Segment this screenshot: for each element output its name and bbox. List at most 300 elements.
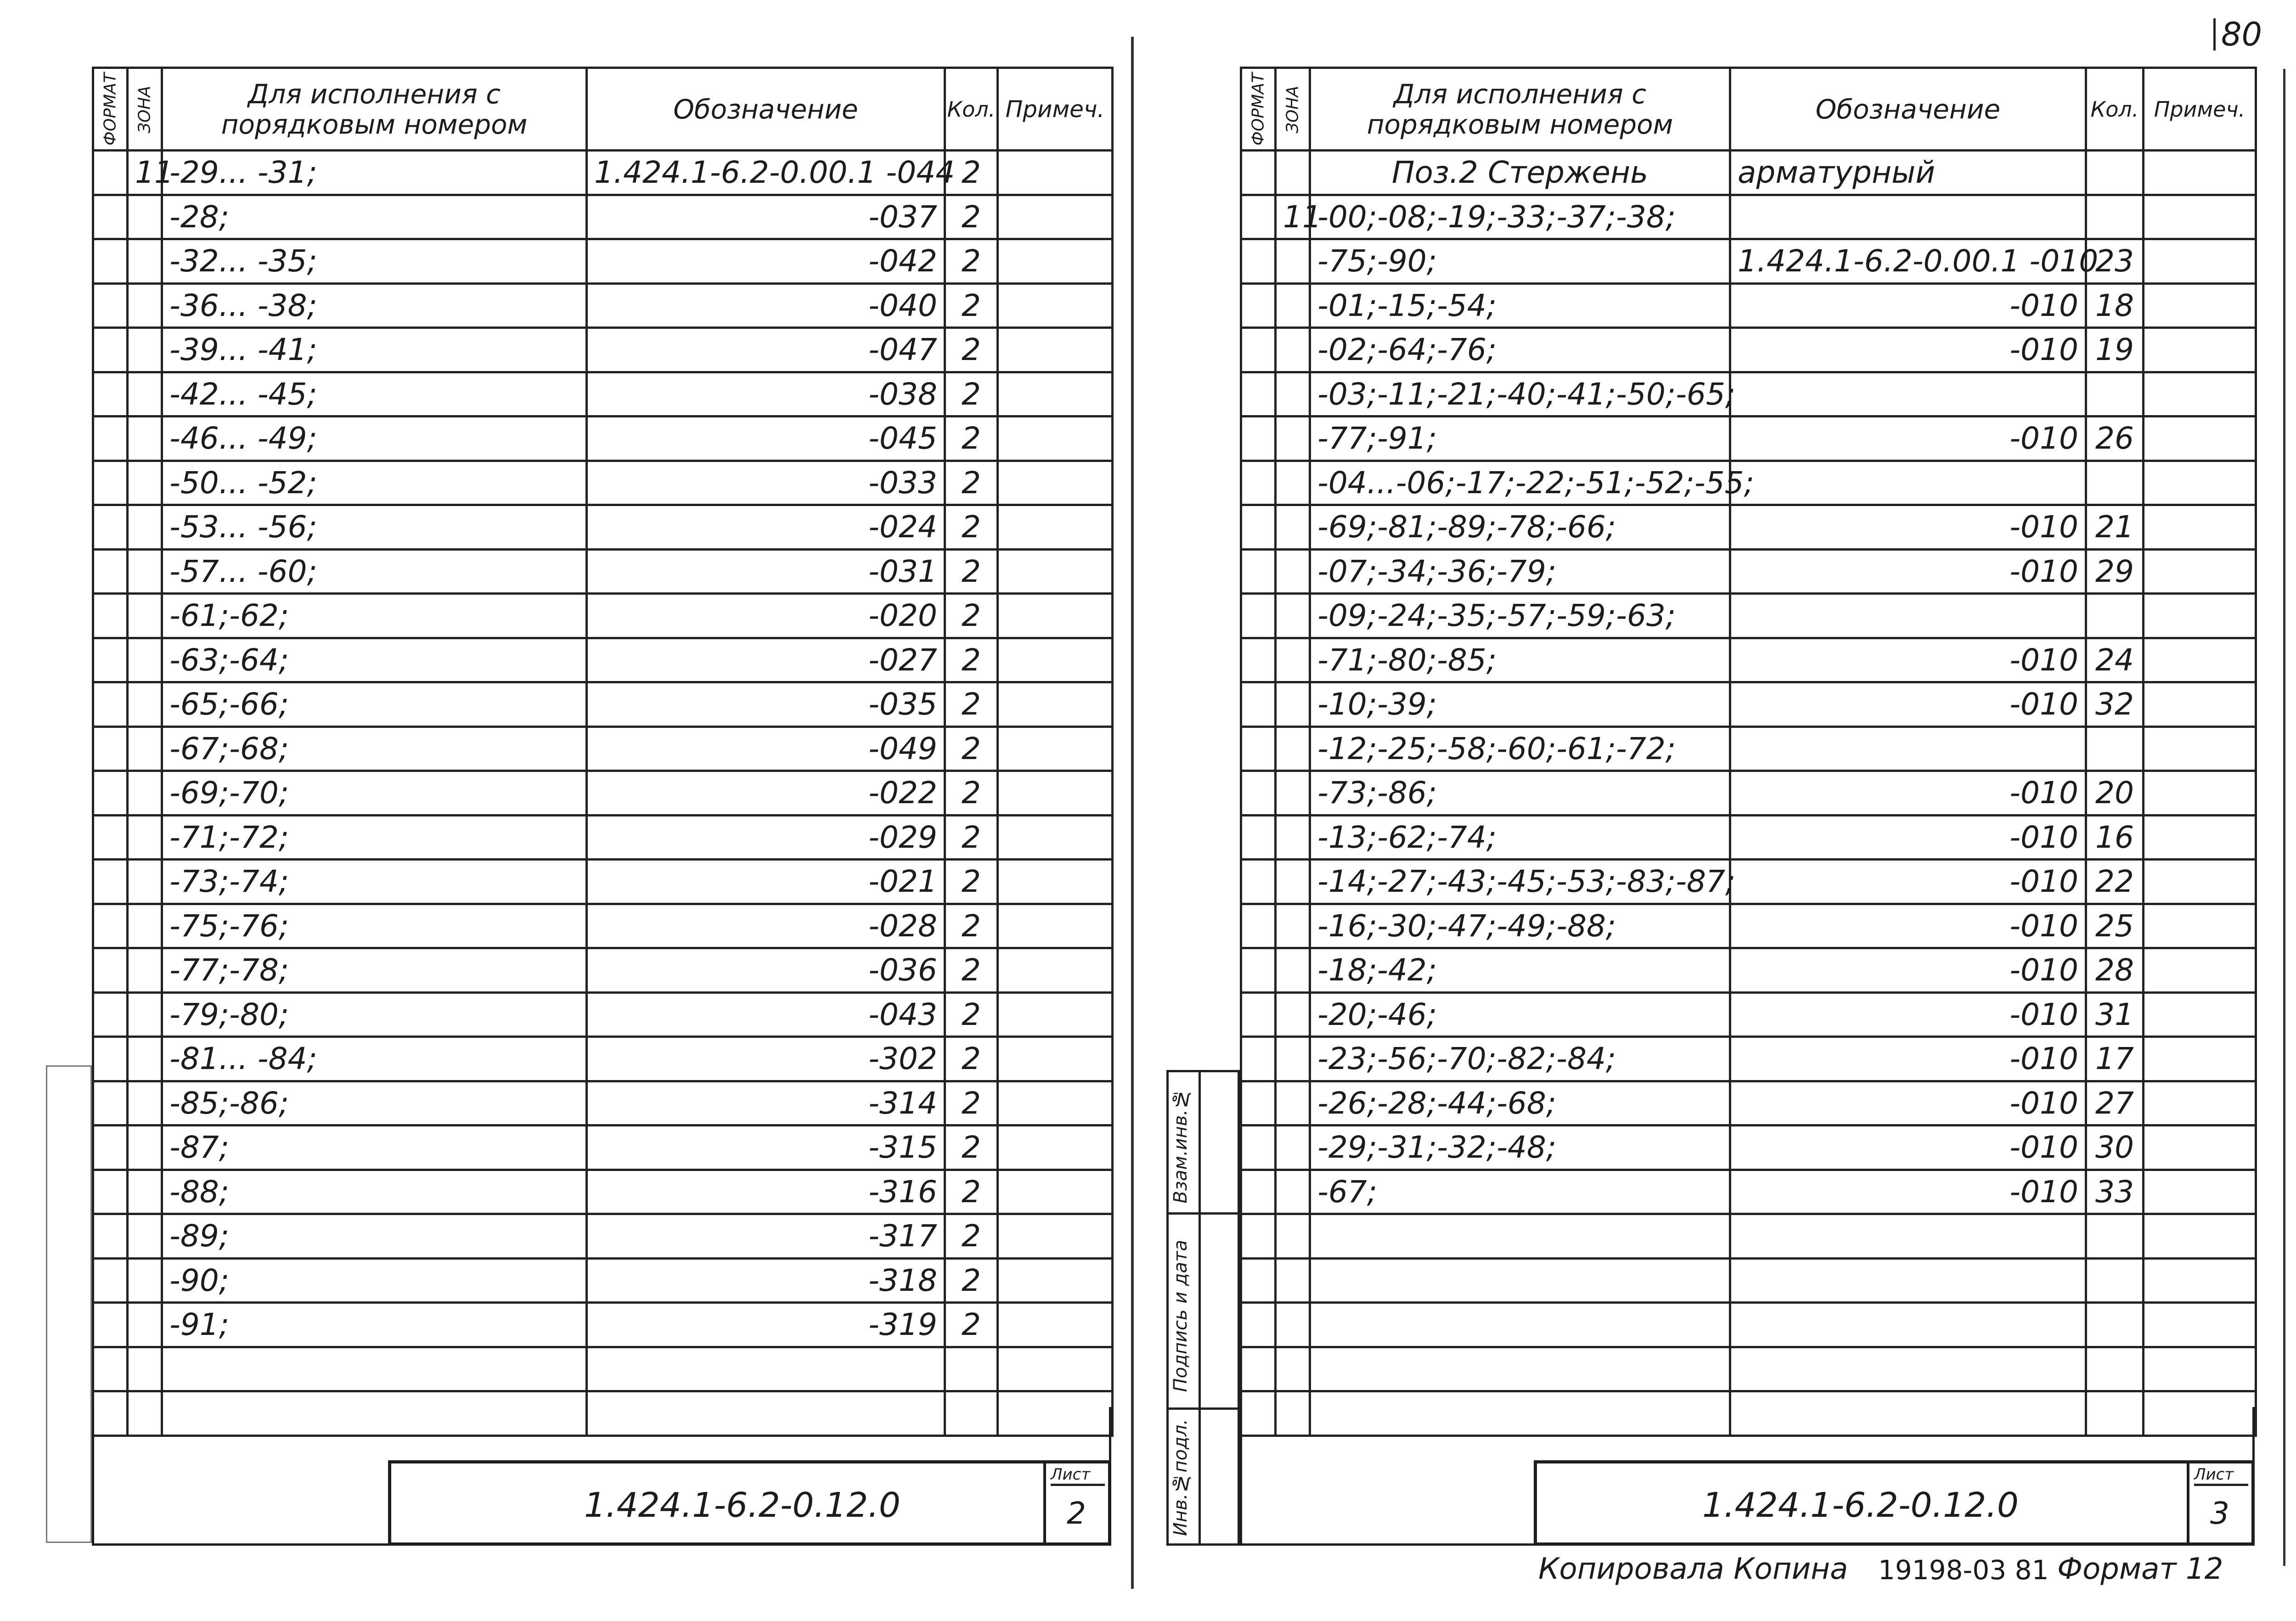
vzam-inv-label: Взам.инв.№ <box>1170 1088 1191 1204</box>
note-cell <box>2144 505 2256 550</box>
table-row <box>1241 682 2256 727</box>
format-cell <box>93 815 128 860</box>
note-cell <box>998 992 1113 1037</box>
qty-cell: 26 <box>2086 417 2144 461</box>
designation-cell: -047 <box>587 328 945 372</box>
format-cell <box>93 1214 128 1259</box>
table-row <box>93 1126 1113 1170</box>
designation-cell <box>1730 726 2086 771</box>
note-cell <box>998 638 1113 682</box>
right-side-h2 <box>1166 1407 1240 1410</box>
right-sheet-number: 3 <box>2210 1496 2229 1531</box>
exec-cell: -46... -49; <box>162 417 587 461</box>
zone-cell <box>128 771 162 816</box>
designation-cell: -315 <box>587 1126 945 1170</box>
zone-cell <box>1276 771 1310 816</box>
qty-cell: 27 <box>2086 1081 2144 1126</box>
designation-cell: арматурный <box>1730 151 2086 195</box>
qty-cell: 20 <box>2086 771 2144 816</box>
format-cell <box>1241 283 1276 328</box>
designation-cell: -027 <box>587 638 945 682</box>
format-cell <box>93 594 128 638</box>
designation-cell: -314 <box>587 1081 945 1126</box>
designation-cell: -022 <box>587 771 945 816</box>
table-row <box>93 417 1113 461</box>
table-row <box>1241 461 2256 505</box>
note-cell <box>2144 372 2256 417</box>
right-side-h1 <box>1166 1212 1240 1215</box>
designation-cell: -010 <box>1730 1170 2086 1214</box>
exec-cell: -75;-76; <box>162 904 587 948</box>
table-row <box>93 328 1113 372</box>
zone-cell <box>1276 283 1310 328</box>
note-cell <box>998 682 1113 727</box>
note-cell <box>998 239 1113 284</box>
designation-cell <box>1730 372 2086 417</box>
format-cell <box>93 1258 128 1303</box>
exec-cell: -91; <box>162 1303 587 1347</box>
exec-cell: -63;-64; <box>162 638 587 682</box>
format-header: ФОРМАТ <box>93 68 128 151</box>
format-header: ФОРМАТ <box>1241 68 1276 151</box>
designation-cell: -010 <box>1730 682 2086 727</box>
designation-cell: -037 <box>587 195 945 239</box>
designation-cell: -038 <box>587 372 945 417</box>
designation-cell: -049 <box>587 726 945 771</box>
table-row <box>93 992 1113 1037</box>
zone-cell <box>1276 1126 1310 1170</box>
exec-cell: -73;-86; <box>1310 771 1730 816</box>
zone-cell <box>128 461 162 505</box>
designation-cell: -040 <box>587 283 945 328</box>
zone-cell <box>1276 1214 1310 1259</box>
qty-cell: 30 <box>2086 1126 2144 1170</box>
note-cell <box>2144 461 2256 505</box>
zone-cell <box>1276 904 1310 948</box>
format-cell <box>93 726 128 771</box>
left-sheet-number: 2 <box>1067 1496 1086 1531</box>
designation-cell: -010 <box>1730 417 2086 461</box>
qty-cell <box>2086 461 2144 505</box>
note-cell <box>2144 726 2256 771</box>
designation-cell: -042 <box>587 239 945 284</box>
format-cell <box>93 1037 128 1081</box>
exec-cell: -03;-11;-21;-40;-41;-50;-65; <box>1310 372 1730 417</box>
format-cell <box>1241 1126 1276 1170</box>
exec-cell: -02;-64;-76; <box>1310 328 1730 372</box>
zone-cell <box>128 1037 162 1081</box>
note-cell <box>2144 815 2256 860</box>
zone-cell <box>128 1347 162 1391</box>
zone-cell <box>1276 151 1310 195</box>
format-cell <box>93 948 128 993</box>
corner-page-number: 80 <box>2213 18 2262 51</box>
exec-cell: -50... -52; <box>162 461 587 505</box>
exec-cell: -88; <box>162 1170 587 1214</box>
zone-cell <box>128 992 162 1037</box>
exec-cell: Поз.2 Стержень <box>1310 151 1730 195</box>
format-cell <box>93 1303 128 1347</box>
note-cell <box>998 815 1113 860</box>
table-row <box>1241 239 2256 284</box>
table-row <box>93 815 1113 860</box>
format-cell <box>1241 1037 1276 1081</box>
zone-cell <box>1276 1303 1310 1347</box>
zone-cell <box>128 948 162 993</box>
qty-header: Кол. <box>945 68 998 151</box>
designation-cell: -031 <box>587 549 945 594</box>
qty-cell: 25 <box>2086 904 2144 948</box>
qty-cell: 17 <box>2086 1037 2144 1081</box>
exec-cell: -75;-90; <box>1310 239 1730 284</box>
exec-cell: -69;-81;-89;-78;-66; <box>1310 505 1730 550</box>
exec-cell: -14;-27;-43;-45;-53;-83;-87; <box>1310 860 1730 904</box>
format-cell <box>93 992 128 1037</box>
zone-cell <box>128 904 162 948</box>
table-row <box>93 1258 1113 1303</box>
zone-cell <box>1276 860 1310 904</box>
qty-cell: 22 <box>2086 860 2144 904</box>
right-sheet-label: Лист <box>2194 1465 2248 1486</box>
table-row <box>1241 1347 2256 1391</box>
zone-cell <box>128 283 162 328</box>
zone-cell <box>128 1081 162 1126</box>
qty-cell: 2 <box>945 195 998 239</box>
table-row <box>93 860 1113 904</box>
designation-cell: -318 <box>587 1258 945 1303</box>
table-row <box>93 594 1113 638</box>
note-cell <box>2144 904 2256 948</box>
qty-cell: 2 <box>945 239 998 284</box>
zone-cell: 11 <box>128 151 162 195</box>
zone-cell <box>128 726 162 771</box>
table-row <box>93 682 1113 727</box>
table-row <box>93 283 1113 328</box>
format-cell <box>1241 904 1276 948</box>
qty-cell: 2 <box>945 151 998 195</box>
zone-cell <box>128 372 162 417</box>
exec-cell: -67;-68; <box>162 726 587 771</box>
table-row <box>93 151 1113 195</box>
note-cell <box>2144 417 2256 461</box>
format-cell <box>1241 1081 1276 1126</box>
zone-cell <box>1276 726 1310 771</box>
note-cell <box>2144 1214 2256 1259</box>
note-cell <box>998 461 1113 505</box>
exec-cell: -01;-15;-54; <box>1310 283 1730 328</box>
exec-cell: -89; <box>162 1214 587 1259</box>
format-cell <box>1241 505 1276 550</box>
note-cell <box>2144 549 2256 594</box>
exec-cell <box>1310 1258 1730 1303</box>
note-header: Примеч. <box>998 68 1113 151</box>
qty-cell: 21 <box>2086 505 2144 550</box>
table-row <box>1241 1214 2256 1259</box>
designation-cell: -010 <box>1730 638 2086 682</box>
designation-cell: -024 <box>587 505 945 550</box>
right-side-divider <box>1199 1070 1201 1546</box>
format-cell <box>93 417 128 461</box>
qty-cell <box>945 1347 998 1391</box>
format-cell <box>1241 682 1276 727</box>
note-cell <box>2144 992 2256 1037</box>
table-row <box>1241 638 2256 682</box>
format-cell <box>1241 1303 1276 1347</box>
note-header: Примеч. <box>2144 68 2256 151</box>
qty-cell <box>2086 1303 2144 1347</box>
format-cell <box>93 283 128 328</box>
format-cell <box>93 1170 128 1214</box>
zone-cell <box>128 505 162 550</box>
designation-cell: -010 <box>1730 771 2086 816</box>
table-row <box>1241 1081 2256 1126</box>
note-cell <box>998 1347 1113 1391</box>
note-cell <box>2144 195 2256 239</box>
designation-cell: -035 <box>587 682 945 727</box>
exec-cell: -13;-62;-74; <box>1310 815 1730 860</box>
note-cell <box>2144 239 2256 284</box>
qty-cell: 31 <box>2086 992 2144 1037</box>
exec-cell <box>1310 1347 1730 1391</box>
exec-cell: -57... -60; <box>162 549 587 594</box>
exec-cell: -71;-80;-85; <box>1310 638 1730 682</box>
table-row <box>1241 594 2256 638</box>
designation-cell: -010 <box>1730 549 2086 594</box>
left-header-row <box>93 68 1113 151</box>
table-row <box>93 372 1113 417</box>
exec-cell: -00;-08;-19;-33;-37;-38; <box>1310 195 1730 239</box>
zone-cell <box>128 815 162 860</box>
note-cell <box>2144 1303 2256 1347</box>
table-row <box>93 1303 1113 1347</box>
table-row <box>1241 1126 2256 1170</box>
format-cell <box>1241 948 1276 993</box>
qty-cell: 2 <box>945 594 998 638</box>
qty-cell <box>2086 1258 2144 1303</box>
qty-cell: 2 <box>945 860 998 904</box>
format-cell <box>1241 771 1276 816</box>
exec-cell: -18;-42; <box>1310 948 1730 993</box>
note-cell <box>998 1037 1113 1081</box>
copied-by-label: Копировала Копина <box>1538 1552 1848 1586</box>
exec-cell: -20;-46; <box>1310 992 1730 1037</box>
note-cell <box>2144 1170 2256 1214</box>
designation-cell: -010 <box>1730 1126 2086 1170</box>
designation-cell: -010 <box>1730 1037 2086 1081</box>
table-row <box>1241 726 2256 771</box>
note-cell <box>998 195 1113 239</box>
qty-cell: 2 <box>945 328 998 372</box>
qty-cell: 2 <box>945 1258 998 1303</box>
qty-cell: 2 <box>945 948 998 993</box>
zone-cell <box>1276 594 1310 638</box>
exec-cell: -16;-30;-47;-49;-88; <box>1310 904 1730 948</box>
format-cell <box>1241 417 1276 461</box>
exec-cell: -12;-25;-58;-60;-61;-72; <box>1310 726 1730 771</box>
format-cell <box>1241 195 1276 239</box>
format-cell <box>1241 815 1276 860</box>
designation-cell <box>1730 1303 2086 1347</box>
note-cell <box>998 771 1113 816</box>
note-cell <box>998 1214 1113 1259</box>
right-sheet-number-box <box>2187 1463 2251 1542</box>
note-cell <box>998 505 1113 550</box>
qty-cell <box>2086 151 2144 195</box>
zone-cell <box>1276 682 1310 727</box>
note-cell <box>2144 283 2256 328</box>
format-cell <box>1241 638 1276 682</box>
note-cell <box>2144 151 2256 195</box>
format-cell <box>1241 1347 1276 1391</box>
note-cell <box>998 1126 1113 1170</box>
designation-cell <box>587 1347 945 1391</box>
zone-cell <box>128 195 162 239</box>
qty-cell: 2 <box>945 904 998 948</box>
qty-cell: 2 <box>945 992 998 1037</box>
table-row <box>1241 992 2256 1037</box>
exec-cell: -69;-70; <box>162 771 587 816</box>
zone-cell <box>128 239 162 284</box>
exec-cell <box>162 1347 587 1391</box>
zone-cell <box>1276 1037 1310 1081</box>
exec-cell: -85;-86; <box>162 1081 587 1126</box>
zone-cell <box>128 594 162 638</box>
note-cell <box>998 904 1113 948</box>
exec-cell: -29... -31; <box>162 151 587 195</box>
qty-cell: 2 <box>945 638 998 682</box>
designation-cell: -020 <box>587 594 945 638</box>
format-cell <box>93 505 128 550</box>
designation-cell: -010 <box>1730 815 2086 860</box>
exec-cell: -42... -45; <box>162 372 587 417</box>
zone-cell <box>128 549 162 594</box>
designation-cell: -010 <box>1730 948 2086 993</box>
zone-cell <box>128 328 162 372</box>
left-sheet-number-box <box>1043 1463 1108 1542</box>
qty-cell <box>2086 594 2144 638</box>
exec-cell: -61;-62; <box>162 594 587 638</box>
qty-cell: 2 <box>945 771 998 816</box>
designation-cell: -010 <box>1730 904 2086 948</box>
designation-cell: -043 <box>587 992 945 1037</box>
zone-cell <box>128 860 162 904</box>
qty-cell: 24 <box>2086 638 2144 682</box>
qty-cell <box>2086 726 2144 771</box>
table-row <box>1241 283 2256 328</box>
zone-cell <box>1276 1258 1310 1303</box>
zone-cell <box>1276 461 1310 505</box>
exec-cell: -29;-31;-32;-48; <box>1310 1126 1730 1170</box>
exec-cell: -65;-66; <box>162 682 587 727</box>
table-row <box>1241 860 2256 904</box>
exec-cell: -79;-80; <box>162 992 587 1037</box>
qty-cell: 2 <box>945 1126 998 1170</box>
zone-cell <box>1276 948 1310 993</box>
left-doc-code: 1.424.1-6.2-0.12.0 <box>584 1486 900 1525</box>
designation-cell: -021 <box>587 860 945 904</box>
table-row <box>93 771 1113 816</box>
designation-cell: -302 <box>587 1037 945 1081</box>
exec-cell: -73;-74; <box>162 860 587 904</box>
left-binding-strip <box>46 1065 92 1543</box>
format-cell <box>1241 239 1276 284</box>
table-row <box>1241 151 2256 195</box>
table-row <box>1241 328 2256 372</box>
qty-cell: 33 <box>2086 1170 2144 1214</box>
note-cell <box>998 549 1113 594</box>
format-cell <box>1241 328 1276 372</box>
note-cell <box>2144 1347 2256 1391</box>
zone-cell <box>1276 239 1310 284</box>
exec-cell: -04...-06;-17;-22;-51;-52;-55; <box>1310 461 1730 505</box>
note-cell <box>2144 682 2256 727</box>
right-doc-code: 1.424.1-6.2-0.12.0 <box>1702 1486 2019 1525</box>
format-cell <box>1241 992 1276 1037</box>
zone-cell <box>1276 1081 1310 1126</box>
designation-cell: -010 <box>1730 1081 2086 1126</box>
table-row <box>1241 815 2256 860</box>
zone-cell <box>1276 505 1310 550</box>
qty-header: Кол. <box>2086 68 2144 151</box>
note-cell <box>998 726 1113 771</box>
note-cell <box>998 1081 1113 1126</box>
note-cell <box>998 948 1113 993</box>
table-row <box>1241 417 2256 461</box>
qty-cell <box>2086 1214 2144 1259</box>
note-cell <box>998 1170 1113 1214</box>
table-row <box>93 461 1113 505</box>
right-edge-line <box>2283 69 2285 1566</box>
format-cell <box>93 682 128 727</box>
qty-cell <box>2086 1347 2144 1391</box>
zone-cell <box>128 638 162 682</box>
qty-cell: 23 <box>2086 239 2144 284</box>
designation-cell <box>1730 594 2086 638</box>
designation-header: Обозначение <box>1730 68 2086 151</box>
qty-cell <box>2086 195 2144 239</box>
qty-cell: 2 <box>945 726 998 771</box>
format-cell <box>93 549 128 594</box>
right-title-block <box>1534 1460 2255 1546</box>
format-cell <box>1241 860 1276 904</box>
exec-cell <box>1310 1303 1730 1347</box>
note-cell <box>2144 1081 2256 1126</box>
designation-cell: -045 <box>587 417 945 461</box>
designation-cell: -010 <box>1730 328 2086 372</box>
designation-cell: -029 <box>587 815 945 860</box>
format-cell <box>93 771 128 816</box>
table-row <box>93 195 1113 239</box>
qty-cell: 32 <box>2086 682 2144 727</box>
zone-cell <box>1276 1170 1310 1214</box>
format-cell <box>93 328 128 372</box>
table-row <box>93 638 1113 682</box>
designation-cell: 1.424.1-6.2-0.00.1 -010 <box>1730 239 2086 284</box>
right-header-row <box>1241 68 2256 151</box>
designation-cell <box>1730 1258 2086 1303</box>
table-row <box>93 505 1113 550</box>
order-number: 19198-03 81 <box>1878 1554 2049 1586</box>
format-cell <box>1241 726 1276 771</box>
designation-cell: -010 <box>1730 283 2086 328</box>
qty-cell: 18 <box>2086 283 2144 328</box>
table-row <box>1241 505 2256 550</box>
exec-cell: -77;-91; <box>1310 417 1730 461</box>
table-row <box>1241 1170 2256 1214</box>
note-cell <box>2144 328 2256 372</box>
designation-cell <box>1730 461 2086 505</box>
exec-cell: -32... -35; <box>162 239 587 284</box>
